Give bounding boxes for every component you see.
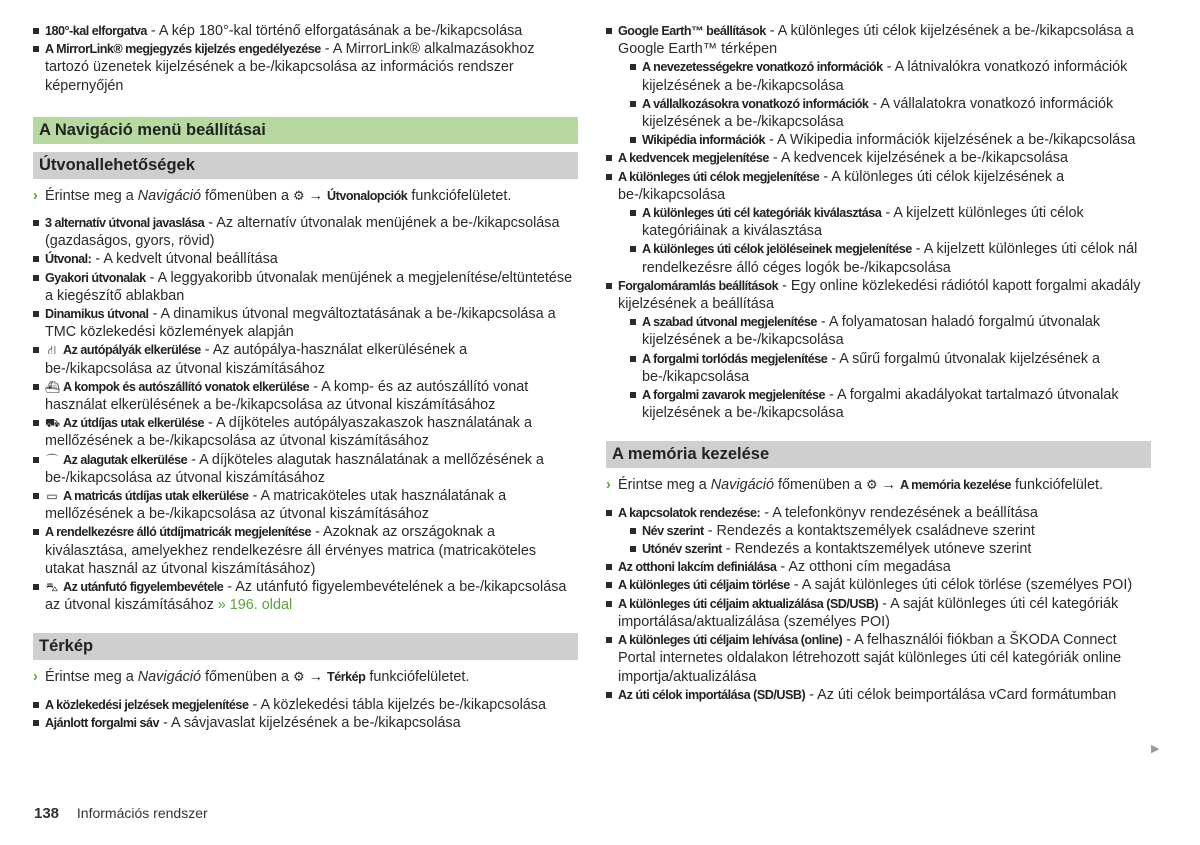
list-item: Utónév szerint - Rendezés a kontaktszemélyek utóneve szerint bbox=[630, 540, 1151, 558]
list-item: Név szerint - Rendezés a kontaktszemélyek családneve szerint bbox=[630, 522, 1151, 540]
list-item: Wikipédia információk - A Wikipedia információk kijelzésének a be-/kikapcsolása bbox=[630, 131, 1151, 149]
list-item: 180°-kal elforgatva - A kép 180°-kal történő elforgatásának a be-/kikapcsolása bbox=[33, 22, 578, 40]
list-item: Dinamikus útvonal - A dinamikus útvonal megváltoztatásának a be-/kikapcsolása a TMC közlekedési közlemények alapján bbox=[33, 305, 578, 341]
traffic-sublist bbox=[630, 313, 1151, 422]
contacts-sublist bbox=[630, 522, 1151, 558]
list-item: Google Earth™ beállítások - A különleges úti célok kijelzésének a be-/kikapcsolása a Google Earth™ térképen A nevezetességekre vonatkozó információk - A látnivalókra vonatkozó információk kijelzésének a be-/kikapcsolása A vállalkozásokra vonatkozó információk - A vállalatokra vonatkozó információk kijelzésének a be-/kikapcsolása Wikipédia információk - A Wikipedia információk kijelzésének a be-/kikapcsolása bbox=[606, 22, 1151, 149]
list-item: Az úti célok importálása (SD/USB) - Az úti célok beimportálása vCard formátumban bbox=[606, 686, 1151, 704]
tunnel-icon: ⌒ bbox=[45, 452, 58, 467]
list-item: Útvonal: - A kedvelt útvonal beállítása bbox=[33, 250, 578, 268]
memory-instruction: › Érintse meg a Navigáció főmenüben a ⚙ → A memória kezelése funkciófelület. bbox=[606, 477, 1103, 494]
page-number: 138 bbox=[34, 805, 60, 822]
list-item: A különleges úti céljaim törlése - A saját különleges úti célok törlése (személyes POI) bbox=[606, 576, 1151, 594]
list-item: ⛙ Az autópályák elkerülése - Az autópálya-használat elkerülésének a be-/kikapcsolása az útvonal kiszámításához bbox=[33, 341, 578, 377]
list-item: 3 alternatív útvonal javaslása - Az alternatív útvonalak menüjének a be-/kikapcsolása (gazdaságos, gyors, rövid) bbox=[33, 214, 578, 250]
instruction-arrow-icon: › bbox=[33, 187, 38, 204]
list-item: A rendelkezésre álló útdíjmatricák megjelenítése - Azoknak az országoknak a kiválasztása, amelyekhez rendelkezésre áll érvényes matrica (matricaköteles utakat használ az útvonal kiszámításához) bbox=[33, 523, 578, 578]
list-item: ⛴ A kompok és autószállító vonatok elkerülése - A komp- és az autószállító vonat használat elkerülésének a be-/kikapcsolása az útvonal kiszámításához bbox=[33, 378, 578, 414]
instruction-arrow-icon: › bbox=[33, 669, 38, 686]
google-earth-sublist bbox=[630, 58, 1151, 149]
list-item: A különleges úti céljaim lehívása (online) - A felhasználói fiókban a ŠKODA Connect Portal internetes oldalakon létrehozott saját különleges úti cél kategóriák online importja/aktualizálása bbox=[606, 631, 1151, 686]
list-item: Ajánlott forgalmi sáv - A sávjavaslat kijelzésének a be-/kikapcsolása bbox=[33, 714, 578, 732]
list-item: ⌒ Az alagutak elkerülése - A díjköteles alagutak használatának a mellőzésének a be-/kikapcsolása az útvonal kiszámításához bbox=[33, 451, 578, 487]
list-item: Forgalomáramlás beállítások - Egy online közlekedési rádiótól kapott forgalmi akadály kijelzésének a beállítása A szabad útvonal megjelenítése - A folyamatosan haladó forgalmú útvonalak kijelzésének a be-/kikapcsolása A forgalmi torlódás megjelenítése - A sűrű forgalmú útvonalak kijelzésének a be-/kikapcsolása A forgalmi zavarok megjelenítése - A forgalmi akadályokat tartalmazó útvonalak kijelzésének a be-/kikapcsolása bbox=[606, 277, 1151, 423]
list-item: Gyakori útvonalak - A leggyakoribb útvonalak menüjének a megjelenítése/eltüntetése a kiegészítő ablakban bbox=[33, 269, 578, 305]
list-item: A nevezetességekre vonatkozó információk - A látnivalókra vonatkozó információk kijelzésének a be-/kikapcsolása bbox=[630, 58, 1151, 94]
list-item: ⛟ Az útdíjas utak elkerülése - A díjköteles autópályaszakaszok használatának a mellőzésének a be-/kikapcsolása az útvonal kiszámításához bbox=[33, 414, 578, 450]
list-item: A forgalmi zavarok megjelenítése - A forgalmi akadályokat tartalmazó útvonalak kijelzésének a be-/kikapcsolása bbox=[630, 386, 1151, 422]
settings-gear-icon: ⚙ bbox=[293, 187, 305, 203]
subsection-heading-map: Térkép bbox=[33, 633, 578, 660]
toll-road-icon: ⛟ bbox=[45, 416, 61, 431]
map-settings-list bbox=[606, 22, 1151, 422]
ferry-icon: ⛴ bbox=[45, 379, 61, 394]
subsection-heading-route-options: Útvonallehetőségek bbox=[33, 152, 578, 179]
list-item: A vállalkozásokra vonatkozó információk - A vállalatokra vonatkozó információk kijelzésének a be-/kikapcsolása bbox=[630, 95, 1151, 131]
section-heading-navigation-settings: A Navigáció menü beállításai bbox=[33, 117, 578, 144]
list-item: A különleges úti céljaim aktualizálása (SD/USB) - A saját különleges úti cél kategóriák importálása/aktualizálása (személyes POI) bbox=[606, 595, 1151, 631]
list-item: A kedvencek megjelenítése - A kedvencek kijelzésének a be-/kikapcsolása bbox=[606, 149, 1151, 167]
list-item: Az otthoni lakcím definiálása - Az otthoni cím megadása bbox=[606, 558, 1151, 576]
continue-arrow-icon: ▶ bbox=[1151, 743, 1160, 755]
motorway-icon: ⛙ bbox=[47, 343, 57, 358]
map-options-list bbox=[33, 696, 578, 732]
page-reference-link[interactable]: » 196. oldal bbox=[217, 597, 293, 614]
route-instruction: › Érintse meg a Navigáció főmenüben a ⚙ → Útvonalopciók funkciófelületet. bbox=[33, 187, 512, 204]
footer-section-title: Információs rendszer bbox=[76, 805, 208, 821]
list-item: ⛍ Az utánfutó figyelembevétele - Az utánfutó figyelembevételének a be-/kikapcsolása az útvonal kiszámításához » 196. oldal bbox=[33, 578, 578, 614]
route-options-list bbox=[33, 214, 578, 614]
list-item: A MirrorLink® megjegyzés kijelzés engedélyezése - A MirrorLink® alkalmazásokhoz tartozó üzenetek kijelzésének a be-/kikapcsolása az információs rendszer képernyőjén bbox=[33, 40, 578, 95]
subsection-heading-memory: A memória kezelése bbox=[606, 441, 1151, 468]
list-item: ▭ A matricás útdíjas utak elkerülése - A matricaköteles utak használatának a mellőzésének a be-/kikapcsolása az útvonal kiszámításához bbox=[33, 487, 578, 523]
right-column bbox=[606, 22, 1151, 704]
list-item: A különleges úti célok jelöléseinek megjelenítése - A kijelzett különleges úti célok nál rendelkezésre álló céges logók be-/kikapcsolása bbox=[630, 240, 1151, 276]
settings-gear-icon: ⚙ bbox=[866, 477, 878, 493]
trailer-icon: ⛍ bbox=[45, 580, 59, 595]
map-instruction: › Érintse meg a Navigáció főmenüben a ⚙ → Térkép funkciófelületet. bbox=[33, 669, 470, 686]
intro-list bbox=[33, 22, 578, 95]
list-item: A forgalmi torlódás megjelenítése - A sűrű forgalmú útvonalak kijelzésének a be-/kikapcsolása bbox=[630, 350, 1151, 386]
list-item: A különleges úti célok megjelenítése - A különleges úti célok kijelzésének a be-/kikapcsolása A különleges úti cél kategóriák kiválasztása - A kijelzett különleges úti célok kategóriáinak a kiválasztása A különleges úti célok jelöléseinek megjelenítése - A kijelzett különleges úti célok nál rendelkezésre álló céges logók be-/kikapcsolása bbox=[606, 168, 1151, 277]
vignette-icon: ▭ bbox=[46, 489, 58, 504]
poi-sublist bbox=[630, 204, 1151, 277]
list-item: A különleges úti cél kategóriák kiválasztása - A kijelzett különleges úti célok kategóriáinak a kiválasztása bbox=[630, 204, 1151, 240]
list-item: A kapcsolatok rendezése: - A telefonkönyv rendezésének a beállítása Név szerint - Rendezés a kontaktszemélyek családneve szerint Utónév szerint - Rendezés a kontaktszemélyek utóneve szerint bbox=[606, 504, 1151, 559]
page-footer bbox=[34, 805, 208, 822]
list-item: A szabad útvonal megjelenítése - A folyamatosan haladó forgalmú útvonalak kijelzésének a be-/kikapcsolása bbox=[630, 313, 1151, 349]
instruction-arrow-icon: › bbox=[606, 477, 611, 494]
left-column bbox=[33, 22, 578, 732]
memory-options-list bbox=[606, 504, 1151, 704]
list-item: A közlekedési jelzések megjelenítése - A közlekedési tábla kijelzés be-/kikapcsolása bbox=[33, 696, 578, 714]
settings-gear-icon: ⚙ bbox=[293, 669, 305, 685]
